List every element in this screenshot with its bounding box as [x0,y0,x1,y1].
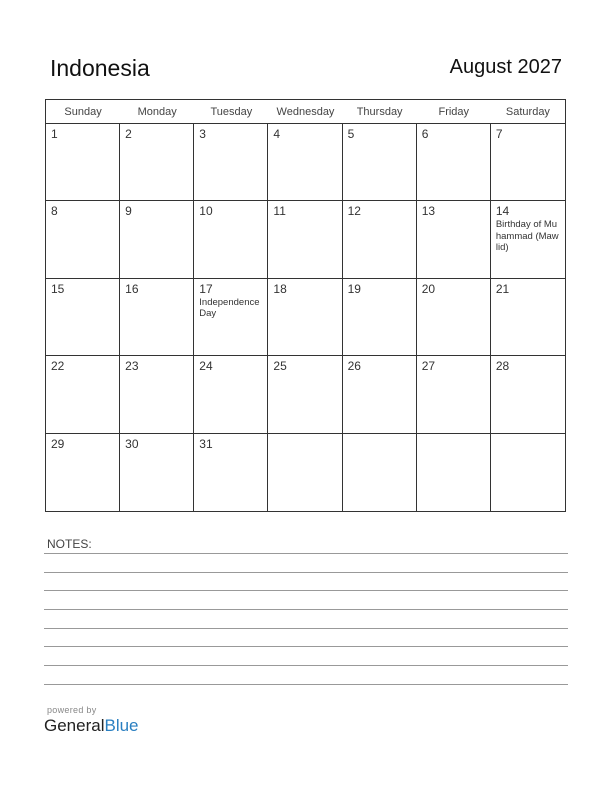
notes-label: NOTES: [47,537,92,551]
weekday-monday: Monday [137,106,177,118]
day-number: 27 [421,359,436,374]
note-line [44,553,568,554]
country-title: Indonesia [50,55,150,81]
day-number: 23 [125,359,139,374]
note-line [44,609,568,610]
weekday-wednesday: Wednesday [276,106,335,118]
day-cell [268,356,342,432]
weekday-saturday: Saturday [505,106,550,118]
day-cell [343,356,417,432]
weeks-container [46,124,565,511]
day-cell [268,201,342,277]
day-number: 19 [347,281,361,296]
day-cell [343,434,417,511]
day-number: 28 [495,359,510,374]
week-row [46,356,565,433]
day-cell [46,201,120,277]
day-number: 30 [125,436,139,451]
day-number: 31 [199,436,213,451]
day-number: 4 [273,127,281,141]
day-number: 12 [347,204,361,219]
day-number: 29 [51,436,65,451]
day-number: 10 [199,204,213,219]
day-cell [120,124,194,200]
day-cell [46,434,120,511]
day-number: 25 [273,359,287,374]
day-cell [417,356,491,432]
day-cell [343,201,417,277]
day-cell [120,434,194,511]
day-cell [268,124,342,200]
day-cell [343,124,417,200]
day-cell [194,434,268,511]
day-cell [491,434,565,511]
day-number: 17 [199,281,213,296]
day-cell [194,124,268,200]
note-line [44,590,568,591]
note-line [44,665,568,666]
day-number: 20 [421,281,436,296]
holiday-label: Birthday of Muhammad (Mawlid) [495,219,559,254]
week-row [46,124,565,201]
day-cell [120,356,194,432]
brand-general: General [44,716,105,735]
day-number: 9 [125,204,132,219]
note-line [44,572,568,573]
day-cell [46,279,120,355]
day-cell [417,279,491,355]
day-number: 7 [495,127,503,141]
note-line [44,628,568,629]
day-number: 14 [495,204,510,219]
day-number: 13 [421,204,436,219]
day-cell [194,279,268,355]
brand-logo[interactable] [44,716,139,736]
holiday-label: Independence Day [199,296,260,320]
day-number: 21 [495,281,510,296]
day-number: 26 [347,359,361,374]
day-number: 18 [273,281,287,296]
day-cell [491,124,565,200]
weekday-thursday: Thursday [356,106,403,118]
day-cell [120,201,194,277]
day-number: 22 [51,359,65,374]
day-number: 8 [51,204,58,219]
day-cell [268,434,342,511]
brand-blue: Blue [104,716,139,735]
note-line [44,684,568,685]
week-row [46,279,565,356]
day-cell [491,279,565,355]
week-row [46,434,565,511]
day-number: 2 [125,127,132,141]
day-cell [46,356,120,432]
weekday-header-row [46,100,565,124]
day-number: 11 [273,204,286,219]
day-number: 6 [421,127,429,141]
month-title: August 2027 [449,56,562,78]
day-cell [491,356,565,432]
weekday-friday: Friday [438,106,470,118]
week-row [46,201,565,278]
day-cell [417,434,491,511]
day-number: 24 [199,359,213,374]
day-cell [120,279,194,355]
day-cell [417,124,491,200]
powered-by-text: powered by [47,705,97,715]
day-number: 1 [51,127,58,141]
weekday-sunday: Sunday [64,106,102,118]
day-cell [194,356,268,432]
day-cell [491,201,565,277]
calendar-grid [45,99,566,512]
weekday-tuesday: Tuesday [210,106,253,118]
day-number: 16 [125,281,139,296]
day-number: 5 [347,127,355,141]
day-cell [343,279,417,355]
day-cell [268,279,342,355]
note-line [44,646,568,647]
day-number: 15 [51,281,65,296]
day-cell [46,124,120,200]
day-cell [194,201,268,277]
day-number: 3 [199,127,206,141]
day-cell [417,201,491,277]
